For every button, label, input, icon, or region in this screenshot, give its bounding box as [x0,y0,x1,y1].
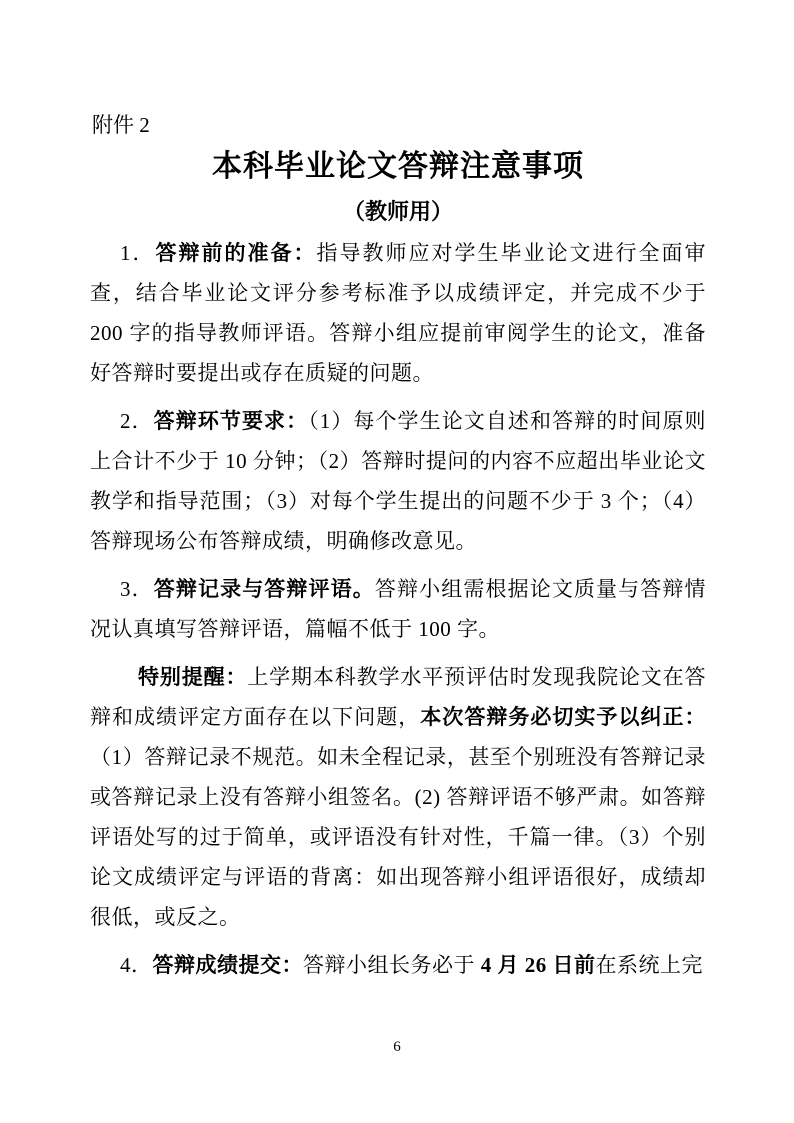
document-body [90,233,706,985]
paragraph-number: 3． [120,577,154,601]
paragraph-preparation [90,233,706,393]
paragraph-text: （1）每个学生论文自述和答辩的时间原则上合计不少于 10 分钟；（2）答辩时提问的内容不应超出毕业论文教学和指导范围；（3）对每个学生提出的问题不少于 3 个；（4）答辩现场公布答辩成绩，明确修改意见。 [90,409,707,553]
paragraph-number: 2． [120,409,154,433]
document-title: 本科毕业论文答辩注意事项 [212,150,584,183]
paragraph-defense-requirements [90,401,706,561]
paragraph-heading: 特别提醒： [138,665,248,689]
paragraph-text: 答辩小组长务必于 [303,953,481,977]
paragraph-text: 上学期本科教学水平预评估时发现我院论文在答辩和成绩评定方面存在以下问题， [90,665,707,729]
attachment-label: 附件 2 [92,113,150,137]
paragraph-emphasis: 本次答辩务必切实予以纠正： [420,705,707,729]
paragraph-heading: 答辩成绩提交： [152,953,303,977]
document-subtitle: （教师用） [342,199,453,224]
paragraph-text: 在系统上完 [595,953,703,977]
paragraph-number: 1． [120,241,156,265]
paragraph-special-reminder [90,657,706,937]
paragraph-emphasis: 4 月 26 日前 [480,953,596,977]
paragraph-text: 指导教师应对学生毕业论文进行全面审查，结合毕业论文评分参考标准予以成绩评定，并完成不少于 200 字的指导教师评语。答辩小组应提前审阅学生的论文，准备好答辩时要提出或存在质疑的问题。 [90,241,706,385]
page-number: 6 [393,1039,401,1055]
paragraph-score-submission [90,945,706,985]
paragraph-heading: 答辩前的准备： [155,241,317,265]
paragraph-heading: 答辩记录与答辩评语。 [153,577,375,601]
paragraph-text: （1）答辩记录不规范。如未全程记录，甚至个别班没有答辩记录或答辩记录上没有答辩小组签名。(2) 答辩评语不够严肃。如答辩评语处写的过于简单，或评语没有针对性，千篇一律。（3）个别论文成绩评定与评语的背离：如出现答辩小组评语很好，成绩却很低，或反之。 [90,745,706,929]
paragraph-text: 答辩小组需根据论文质量与答辩情况认真填写答辩评语，篇幅不低于 100 字。 [90,577,707,641]
paragraph-number: 4． [120,953,153,977]
paragraph-heading: 答辩环节要求： [153,409,309,433]
paragraph-records-comments [90,569,706,649]
